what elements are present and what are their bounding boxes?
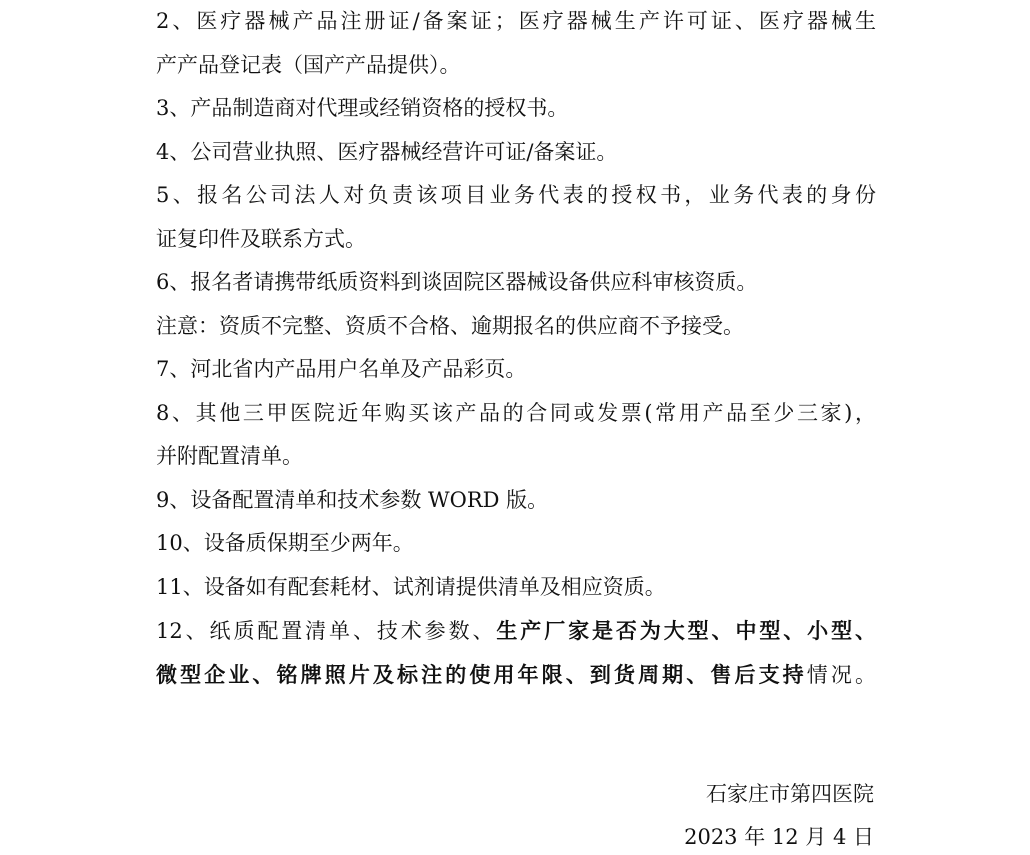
item-6: 6、报名者请携带纸质资料到谈固院区器械设备供应科审核资质。 [156, 270, 758, 294]
item-12-line-1 [156, 609, 876, 653]
item-12-line-2-bold: 微型企业、铭牌照片及标注的使用年限、到货周期、售后支持 [156, 661, 807, 687]
item-9: 9、设备配置清单和技术参数 WORD 版。 [156, 487, 549, 512]
item-12-line-1-bold: 生产厂家是否为大型、中型、小型、 [496, 618, 876, 643]
item-8-line-1: 8、其他三甲医院近年购买该产品的合同或发票(常用产品至少三家)， [156, 400, 876, 425]
item-11: 11、设备如有配套耗材、试剂请提供清单及相应资质。 [156, 574, 666, 599]
item-4: 4、公司营业执照、医疗器械经营许可证/备案证。 [156, 139, 618, 164]
item-12-line-2 [156, 653, 876, 697]
item-12-line-2-normal: 情况。 [806, 662, 877, 687]
item-2-line-1: 2、医疗器械产品注册证/备案证；医疗器械生产许可证、医疗器械生 [156, 9, 876, 33]
item-12-line-1-normal: 12、纸质配置清单、技术参数、 [156, 619, 497, 643]
signature-date: 2023 年 12 月 4 日 [684, 825, 874, 849]
item-3: 3、产品制造商对代理或经销资格的授权书。 [156, 96, 569, 120]
item-2-line-2: 产产品登记表（国产产品提供）。 [156, 52, 461, 77]
item-8-line-2: 并附配置清单。 [156, 444, 303, 468]
signature-organization: 石家庄市第四医院 [706, 782, 874, 806]
document-body [156, 0, 876, 696]
item-5-line-2: 证复印件及联系方式。 [156, 226, 366, 251]
item-7: 7、河北省内产品用户名单及产品彩页。 [156, 357, 527, 381]
item-5-line-1: 5、报名公司法人对负责该项目业务代表的授权书，业务代表的身份 [156, 183, 876, 207]
note: 注意：资质不完整、资质不合格、逾期报名的供应商不予接受。 [156, 313, 744, 338]
item-10: 10、设备质保期至少两年。 [156, 531, 414, 555]
